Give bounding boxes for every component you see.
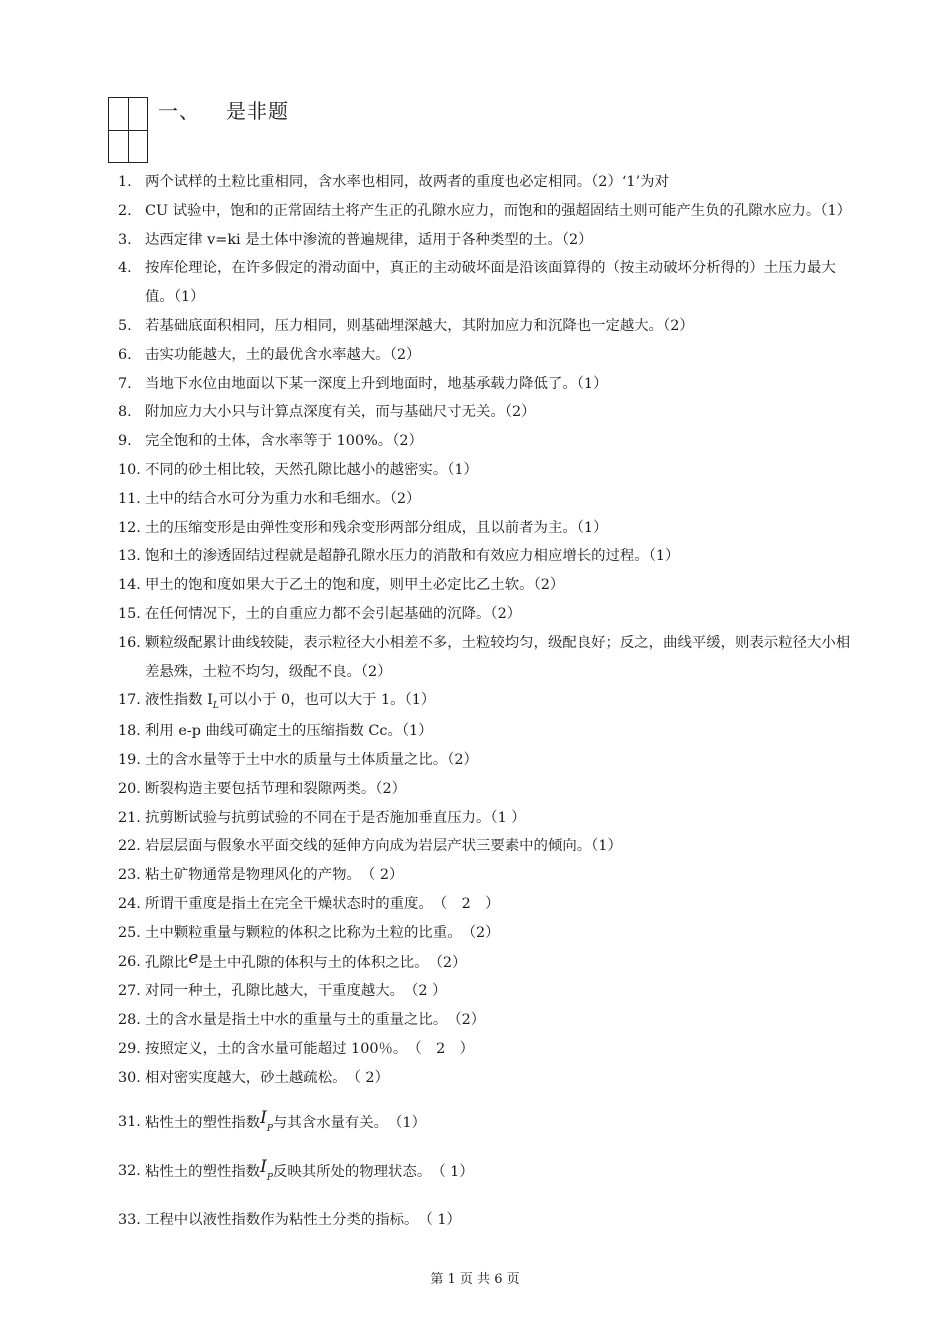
question-text: 两个试样的土粒比重相同，含水率也相同，故两者的重度也必定相同。（2）‘1’为对	[145, 174, 669, 190]
question-item	[118, 427, 863, 456]
question-text: 达西定律 v=ki 是土体中渗流的普遍规律，适用于各种类型的土。（2）	[145, 231, 593, 248]
subscript: P	[266, 1123, 273, 1134]
question-text: 土的含水量是指土中水的重量与土的重量之比。 （2）	[145, 1012, 486, 1029]
question-item	[118, 398, 863, 427]
question-number: 7.	[118, 375, 132, 392]
question-item	[118, 1035, 863, 1064]
question-number: 4.	[118, 260, 132, 277]
question-number: 16.	[118, 634, 141, 651]
question-text: 所谓干重度是指土在完全干燥状态时的重度。 （ 2 ）	[145, 895, 500, 912]
question-text: 土中的结合水可分为重力水和毛细水。（2）	[145, 490, 421, 507]
question-text-part: 粘性土的塑性指数	[145, 1114, 261, 1131]
question-item	[118, 775, 863, 804]
question-number: 11.	[118, 490, 141, 507]
question-number: 17.	[118, 692, 141, 709]
question-text: 颗粒级配累计曲线较陡，表示粒径大小相差不多，土粒较均匀，级配良好；反之，曲线平缓，则表示粒径大小相差悬殊，土粒不均匀，级配不良。（2）	[145, 634, 851, 680]
question-item	[118, 948, 863, 978]
question-text: 当地下水位由地面以下某一深度上升到地面时，地基承载力降低了。（1）	[145, 375, 608, 392]
question-number: 31.	[118, 1113, 141, 1130]
question-item	[118, 1006, 863, 1035]
question-number: 14.	[118, 577, 141, 594]
question-item	[118, 1203, 863, 1237]
question-item	[118, 254, 863, 312]
question-text: 按库伦理论，在许多假定的滑动面中，真正的主动破坏面是沿该面算得的（按主动破坏分析得的）土压力最大值。（1）	[145, 260, 836, 306]
question-item	[118, 804, 863, 833]
page-footer: 第 1 页 共 6 页	[430, 1272, 520, 1287]
question-text: 相对密实度越大，砂土越疏松。 （ 2）	[145, 1069, 389, 1086]
question-text	[145, 686, 863, 717]
question-text: 岩层层面与假象水平面交线的延伸方向成为岩层产状三要素中的倾向。（1）	[145, 838, 622, 855]
question-number: 8.	[118, 404, 132, 421]
question-number: 19.	[118, 751, 141, 768]
question-item	[118, 370, 863, 399]
symbol-ip: I	[260, 1156, 267, 1177]
question-number: 20.	[118, 780, 141, 797]
question-item	[118, 168, 863, 197]
question-item	[118, 832, 863, 861]
question-number: 9.	[118, 433, 132, 450]
question-number: 21.	[118, 809, 141, 826]
question-text: 工程中以液性指数作为粘性土分类的指标。 （ 1）	[145, 1211, 461, 1228]
question-text: 利用 e-p 曲线可确定土的压缩指数 Cc。（1）	[145, 723, 433, 740]
question-item	[118, 600, 863, 629]
question-text-part: 液性指数 I	[145, 692, 213, 709]
section-title: 是非题	[226, 99, 289, 123]
question-text: 抗剪断试验与抗剪试验的不同在于是否施加垂直压力。（1 ）	[145, 809, 526, 826]
question-number: 18.	[118, 723, 141, 740]
question-number: 6.	[118, 346, 132, 363]
question-item	[118, 861, 863, 890]
question-item	[118, 890, 863, 919]
question-item	[118, 1064, 863, 1093]
question-number: 29.	[118, 1040, 141, 1057]
question-item	[118, 514, 863, 543]
question-text-part: 是土中孔隙的体积与土的体积之比。 （2）	[198, 954, 467, 971]
question-number: 24.	[118, 895, 141, 912]
question-number: 26.	[118, 953, 141, 970]
question-item	[118, 629, 863, 687]
question-number: 22.	[118, 838, 141, 855]
question-item	[118, 226, 863, 255]
question-item	[118, 341, 863, 370]
question-text	[145, 948, 863, 978]
question-item	[118, 312, 863, 341]
question-text-part: 可以小于 0，也可以大于 1。（1）	[218, 692, 436, 709]
question-number: 25.	[118, 924, 141, 941]
question-item	[118, 717, 863, 746]
question-number: 28.	[118, 1012, 141, 1029]
question-item	[118, 977, 863, 1006]
question-number: 32.	[118, 1162, 141, 1179]
question-number: 12.	[118, 519, 141, 536]
question-item	[118, 485, 863, 514]
question-number: 10.	[118, 461, 141, 478]
question-text: 附加应力大小只与计算点深度有关，而与基础尺寸无关。（2）	[145, 404, 536, 421]
question-item	[118, 746, 863, 775]
score-box	[108, 97, 148, 163]
question-text: 若基础底面积相同，压力相同，则基础埋深越大，其附加应力和沉降也一定越大。（2）	[145, 317, 694, 334]
question-item	[118, 456, 863, 485]
question-number: 5.	[118, 317, 132, 334]
symbol-e: e	[188, 947, 199, 968]
question-item	[118, 197, 863, 226]
question-text: 土的压缩变形是由弹性变形和残余变形两部分组成，且以前者为主。（1）	[145, 519, 608, 536]
question-number: 27.	[118, 983, 141, 1000]
question-text: 完全饱和的土体，含水率等于 100%。（2）	[145, 433, 423, 450]
question-text: 在任何情况下，土的自重应力都不会引起基础的沉降。（2）	[145, 605, 522, 622]
question-text: 饱和土的渗透固结过程就是超静孔隙水压力的消散和有效应力相应增长的过程。（1）	[145, 548, 680, 565]
question-text: 土的含水量等于土中水的质量与土体质量之比。（2）	[145, 751, 478, 768]
question-number: 2.	[118, 202, 132, 219]
question-text: 粘土矿物通常是物理风化的产物。 （ 2）	[145, 867, 404, 884]
score-box-divider	[109, 130, 147, 131]
question-text: 按照定义，土的含水量可能超过 100％。 （ 2 ）	[145, 1040, 475, 1057]
question-text-part: 反映其所处的物理状态。 （ 1）	[272, 1163, 474, 1180]
question-text: 不同的砂土相比较，天然孔隙比越小的越密实。（1）	[145, 461, 478, 478]
question-item	[118, 1105, 863, 1142]
question-text: CU 试验中，饱和的正常固结土将产生正的孔隙水应力，而饱和的强超固结土则可能产生负的孔隙水应力。（1）	[145, 202, 852, 219]
subscript: P	[266, 1172, 273, 1183]
question-text-part: 孔隙比	[145, 954, 189, 971]
question-text	[145, 1154, 863, 1191]
question-number: 23.	[118, 867, 141, 884]
question-number: 15.	[118, 605, 141, 622]
question-text: 断裂构造主要包括节理和裂隙两类。（2）	[145, 780, 406, 797]
subscript: L	[212, 701, 219, 712]
question-item	[118, 542, 863, 571]
question-item	[118, 919, 863, 948]
question-number: 3.	[118, 231, 132, 248]
symbol-ip: I	[260, 1107, 267, 1128]
question-number: 1.	[118, 174, 132, 190]
question-number: 30.	[118, 1069, 141, 1086]
question-text: 击实功能越大，土的最优含水率越大。（2）	[145, 346, 421, 363]
question-text: 对同一种土，孔隙比越大，干重度越大。 （2 ）	[145, 983, 447, 1000]
question-text-part: 粘性土的塑性指数	[145, 1163, 261, 1180]
question-text	[145, 1105, 863, 1142]
section-heading	[158, 95, 289, 124]
question-item	[118, 1154, 863, 1191]
question-item	[118, 571, 863, 600]
question-item	[118, 686, 863, 717]
question-number: 13.	[118, 548, 141, 565]
question-number: 33.	[118, 1211, 141, 1228]
section-number: 一、	[158, 99, 200, 123]
question-text-part: 与其含水量有关。 （1）	[272, 1114, 426, 1131]
question-text: 土中颗粒重量与颗粒的体积之比称为土粒的比重。 （2）	[145, 924, 500, 941]
question-list	[118, 168, 863, 1237]
question-text: 甲土的饱和度如果大于乙土的饱和度，则甲土必定比乙土软。（2）	[145, 577, 565, 594]
